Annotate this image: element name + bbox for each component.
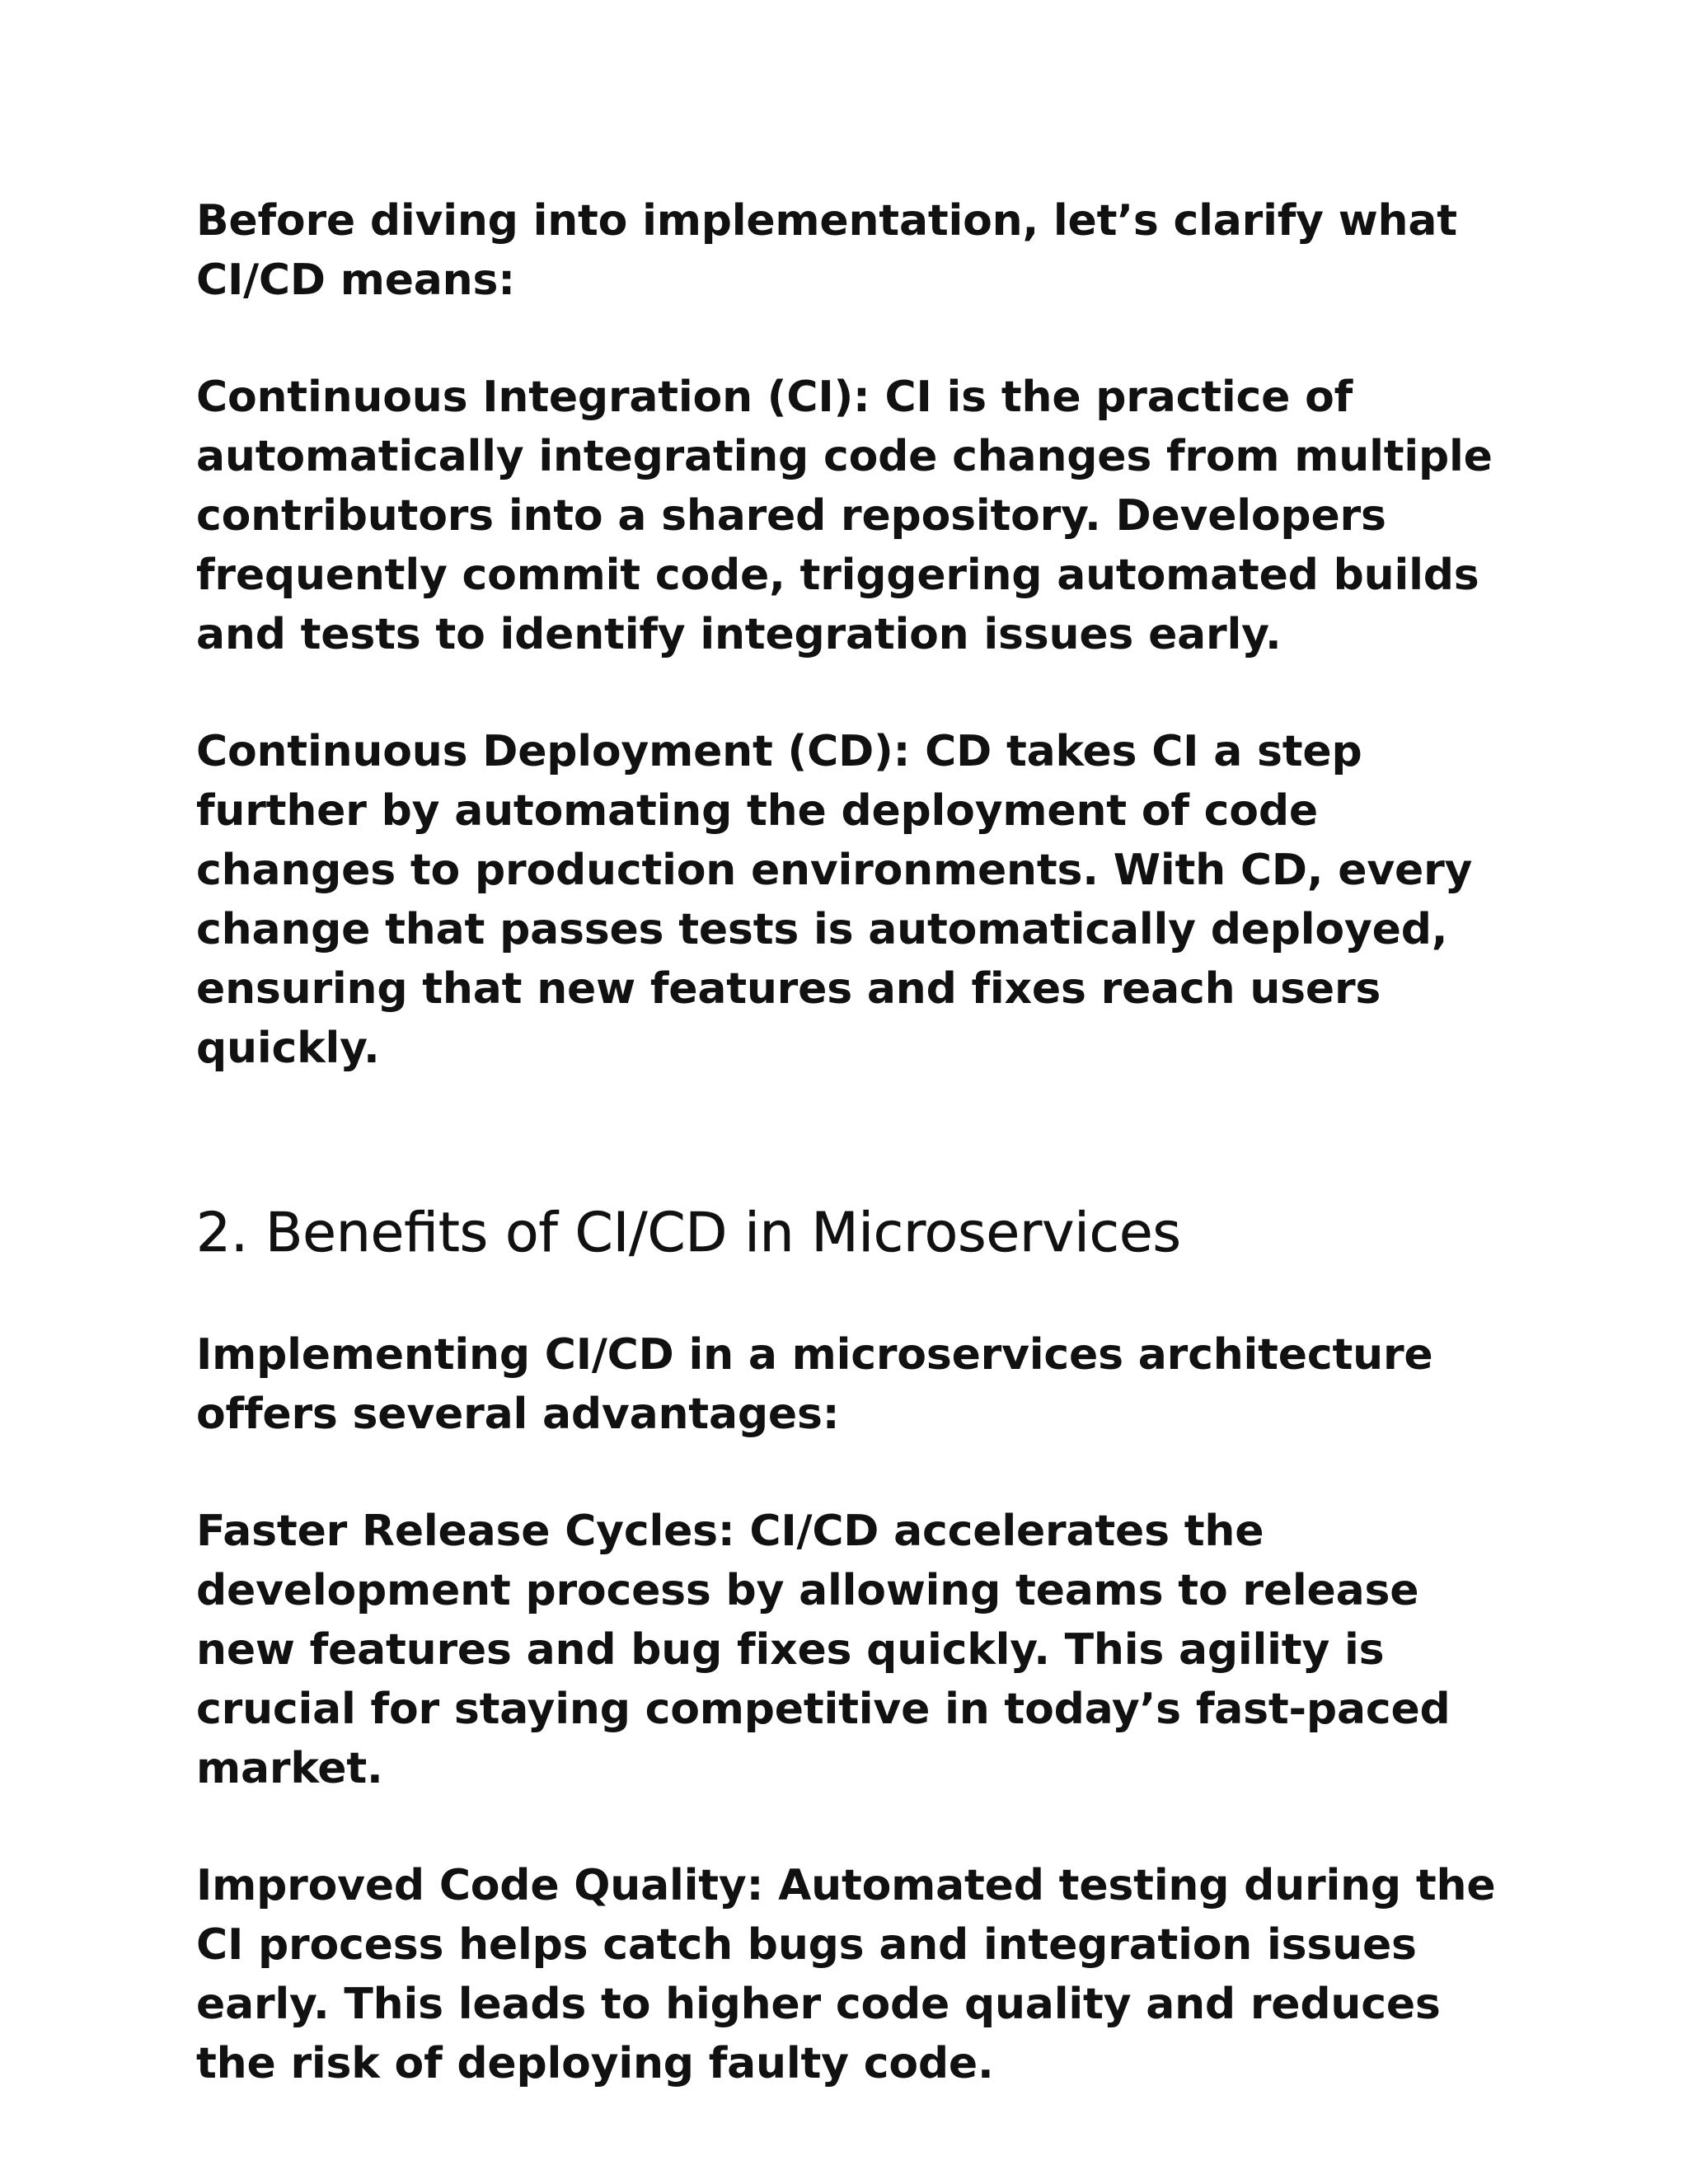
spacer — [196, 1266, 1498, 1325]
section-intro-paragraph: Implementing CI/CD in a microservices architecture offers several advantages: — [196, 1330, 1433, 1439]
spacer — [196, 1078, 1498, 1200]
intro-paragraph: Before diving into implementation, let’s clarify what CI/CD means: — [196, 196, 1457, 305]
benefit-faster-release-paragraph: Faster Release Cycles: CI/CD accelerates the development process by allowing teams to release new features and bug fixes quickly. This agility is crucial for staying competitive in today’s fast-paced market. — [196, 1507, 1451, 1793]
spacer — [196, 310, 1498, 368]
section-heading: 2. Benefits of CI/CD in Microservices — [196, 1201, 1181, 1264]
spacer — [196, 1444, 1498, 1502]
spacer — [196, 664, 1498, 722]
benefit-code-quality-paragraph: Improved Code Quality: Automated testing during the CI process helps catch bugs and integration issues early. This leads to higher code quality and reduces the risk of deploying faulty code. — [196, 1861, 1496, 2088]
ci-definition-paragraph: Continuous Integration (CI): CI is the practice of automatically integrating code changes from multiple contributors into a shared repository. Developers frequently commit code, triggering automated builds and tests to identify integration issues early. — [196, 373, 1493, 659]
cd-definition-paragraph: Continuous Deployment (CD): CD takes CI a step further by automating the deployment of code changes to production environments. With CD, every change that passes tests is automatically deployed, ensuring that new features and fixes reach users quickly. — [196, 727, 1473, 1073]
spacer — [196, 1798, 1498, 1856]
document-body — [196, 191, 1498, 2093]
